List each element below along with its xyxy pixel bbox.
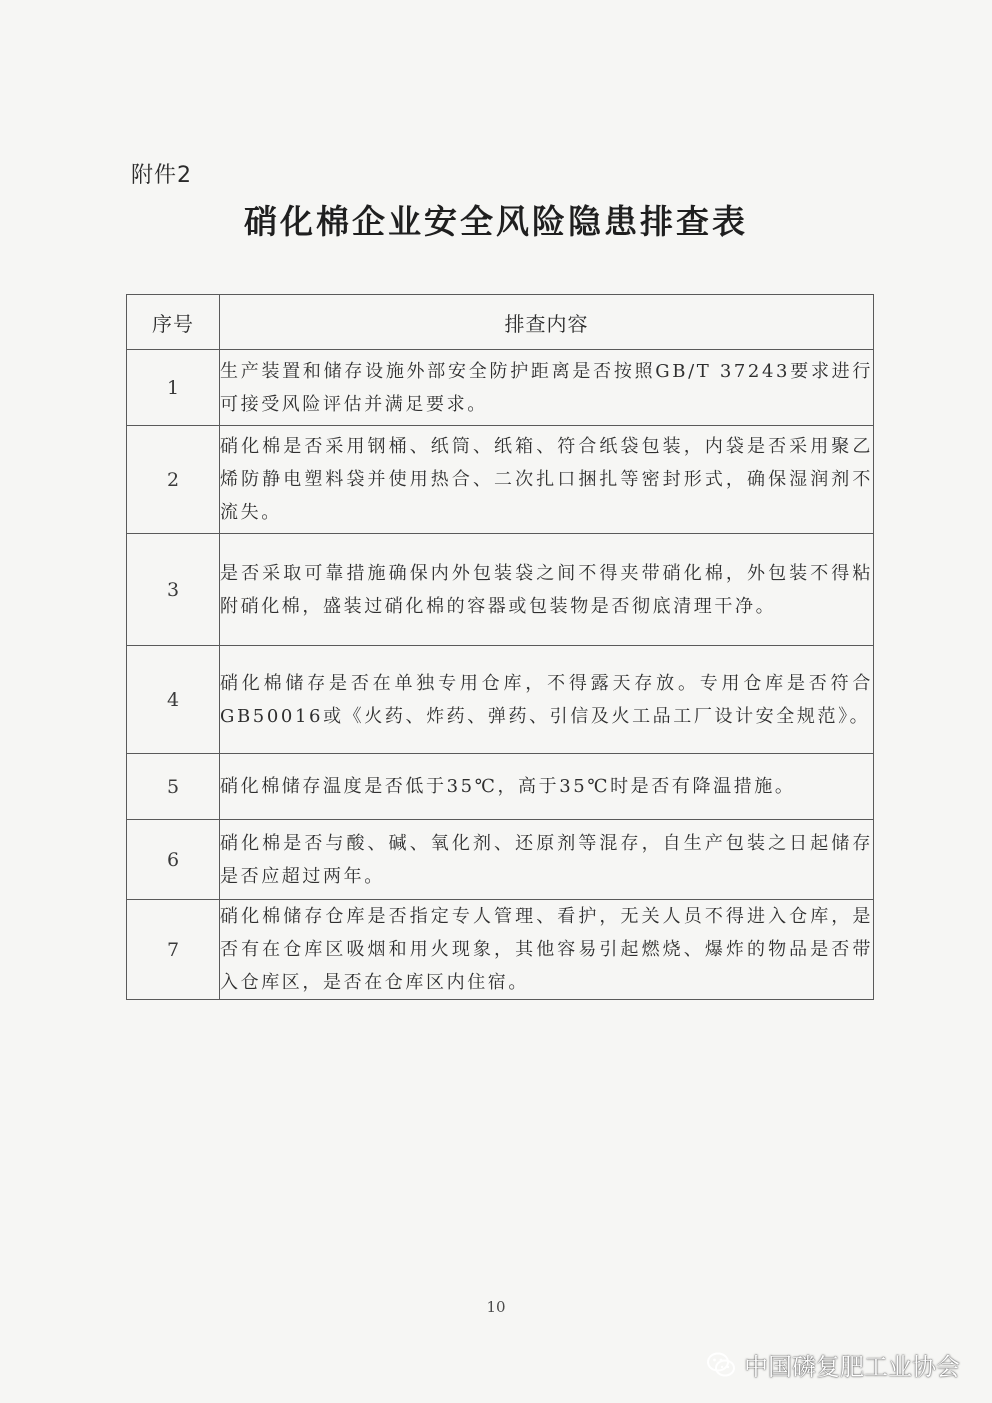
attachment-label: 附件2: [131, 163, 192, 188]
row-number: 2: [127, 426, 220, 534]
row-number: 5: [127, 754, 220, 820]
header-number: 序号: [127, 295, 220, 350]
wechat-icon: [706, 1351, 736, 1379]
document-title: 硝化棉企业安全风险隐患排查表: [244, 202, 748, 241]
row-number: 1: [127, 350, 220, 426]
table-header-row: [127, 295, 874, 350]
row-number: 4: [127, 646, 220, 754]
table-row: [127, 534, 874, 646]
row-number: 7: [127, 900, 220, 1000]
row-number: 3: [127, 534, 220, 646]
page-number: 10: [486, 1298, 506, 1316]
row-content: 是否采取可靠措施确保内外包装袋之间不得夹带硝化棉，外包装不得粘附硝化棉，盛装过硝化棉的容器或包装物是否彻底清理干净。: [220, 534, 874, 646]
checklist-table: [126, 294, 874, 1000]
row-content: 硝化棉储存温度是否低于35℃，高于35℃时是否有降温措施。: [220, 754, 874, 820]
row-content: 硝化棉储存是否在单独专用仓库，不得露天存放。专用仓库是否符合GB50016或《火药、炸药、弹药、引信及火工品工厂设计安全规范》。: [220, 646, 874, 754]
row-content: 硝化棉是否与酸、碱、氧化剂、还原剂等混存，自生产包装之日起储存是否应超过两年。: [220, 820, 874, 900]
table-row: [127, 754, 874, 820]
row-content: 生产装置和储存设施外部安全防护距离是否按照GB/T 37243要求进行可接受风险评估并满足要求。: [220, 350, 874, 426]
header-content: 排查内容: [220, 295, 874, 350]
table-row: [127, 646, 874, 754]
row-content: 硝化棉是否采用钢桶、纸筒、纸箱、符合纸袋包装，内袋是否采用聚乙烯防静电塑料袋并使用热合、二次扎口捆扎等密封形式，确保湿润剂不流失。: [220, 426, 874, 534]
table-row: [127, 426, 874, 534]
row-number: 6: [127, 820, 220, 900]
table-row: [127, 350, 874, 426]
table-row: [127, 900, 874, 1000]
table-row: [127, 820, 874, 900]
row-content: 硝化棉储存仓库是否指定专人管理、看护，无关人员不得进入仓库，是否有在仓库区吸烟和用火现象，其他容易引起燃烧、爆炸的物品是否带入仓库区，是否在仓库区内住宿。: [220, 900, 874, 1000]
watermark-text: 中国磷复肥工业协会: [744, 1353, 960, 1381]
source-watermark: [706, 1347, 960, 1382]
